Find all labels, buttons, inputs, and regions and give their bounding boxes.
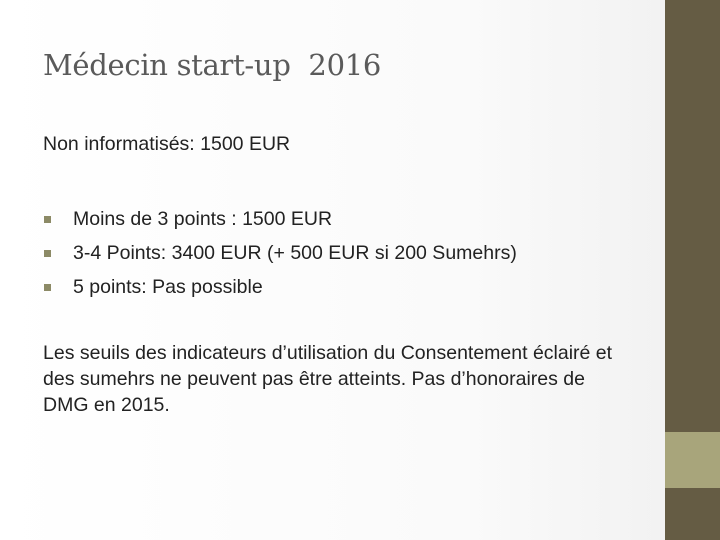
bullet-text: 5 points: Pas possible [73, 275, 263, 298]
note-paragraph: Les seuils des indicateurs d’utilisation du Consentement éclairé et des sumehrs ne peuvent pas être atteints. Pas d’honoraires de DMG en 2015. [43, 342, 613, 416]
square-bullet-icon [44, 216, 51, 223]
bullet-text: Moins de 3 points : 1500 EUR [73, 207, 333, 230]
square-bullet-icon [44, 284, 51, 291]
bullet-item [43, 270, 517, 304]
bullet-item [43, 202, 517, 236]
bullet-list [43, 202, 517, 304]
slide-title: Médecin start-up 2016 [43, 48, 382, 82]
bullet-text: 3-4 Points: 3400 EUR (+ 500 EUR si 200 Sumehrs) [73, 241, 517, 264]
side-band-accent [665, 432, 720, 488]
intro-text: Non informatisés: 1500 EUR [43, 133, 291, 155]
bullet-item [43, 236, 517, 270]
square-bullet-icon [44, 250, 51, 257]
